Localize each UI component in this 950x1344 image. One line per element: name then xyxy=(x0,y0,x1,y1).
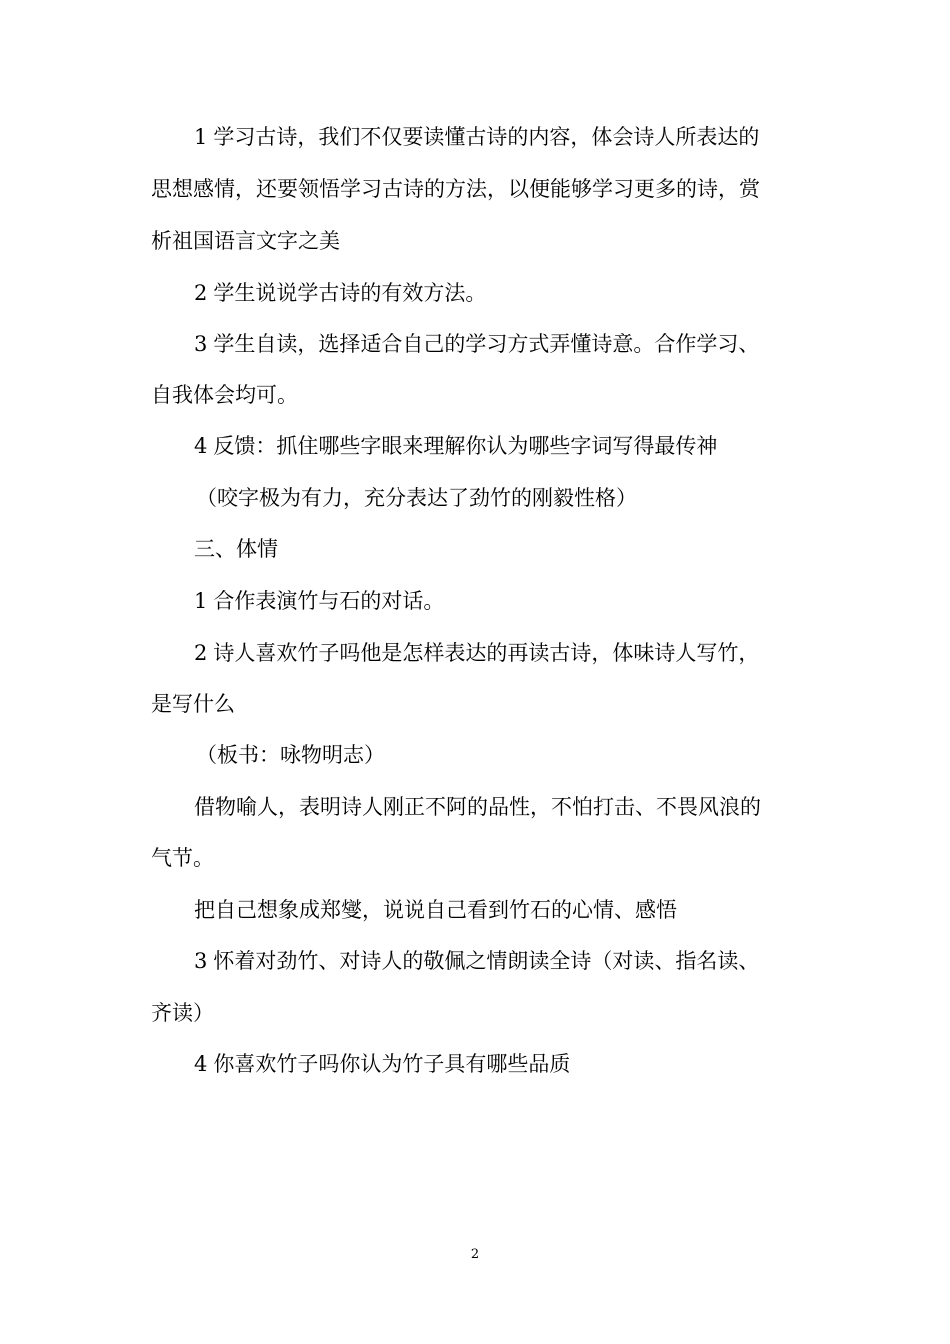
paragraph-3-line-1 xyxy=(194,327,759,361)
section-item-2-line-2: 是写什么 xyxy=(151,692,235,716)
paragraph-text: 诗人喜欢竹子吗他是怎样表达的再读古诗，体味诗人写竹， xyxy=(213,641,760,665)
paragraph-text: 合作表演竹与石的对话。 xyxy=(213,589,445,613)
explanation-line-2: 气节。 xyxy=(151,846,214,870)
section-item-3-line-1 xyxy=(194,944,759,978)
paragraph-text: 学习古诗，我们不仅要读懂古诗的内容，体会诗人所表达的 xyxy=(213,125,760,149)
item-number: 1 xyxy=(194,589,208,613)
blackboard-note: （板书：咏物明志） xyxy=(196,743,385,767)
paragraph-text: 学生自读，选择适合自己的学习方式弄懂诗意。合作学习、 xyxy=(213,332,760,356)
item-number: 4 xyxy=(194,1052,208,1076)
section-heading: 三、体情 xyxy=(194,537,278,561)
paragraph-text: 怀着对劲竹、对诗人的敬佩之情朗读全诗（对读、指名读、 xyxy=(213,949,760,973)
item-number: 3 xyxy=(194,332,208,356)
item-number: 1 xyxy=(194,125,208,149)
item-number: 2 xyxy=(194,641,208,665)
paragraph-1-line-1 xyxy=(194,120,759,154)
item-number: 3 xyxy=(194,949,208,973)
paragraph-3-line-2: 自我体会均可。 xyxy=(151,383,298,407)
paragraph-2 xyxy=(194,276,486,310)
paragraph-note: （咬字极为有力，充分表达了劲竹的刚毅性格） xyxy=(196,486,637,510)
paragraph-1-line-3: 析祖国语言文字之美 xyxy=(151,229,340,253)
paragraph-text: 学生说说学古诗的有效方法。 xyxy=(213,281,487,305)
section-item-3-line-2: 齐读） xyxy=(151,1001,214,1025)
section-item-2-line-1 xyxy=(194,636,759,670)
explanation-line-1: 借物喻人，表明诗人刚正不阿的品性，不怕打击、不畏风浪的 xyxy=(194,795,761,819)
page-number: 2 xyxy=(470,1247,480,1262)
paragraph-4 xyxy=(194,429,717,463)
item-number: 2 xyxy=(194,281,208,305)
paragraph-1-line-2: 思想感情，还要领悟学习古诗的方法，以便能够学习更多的诗，赏 xyxy=(151,177,760,201)
section-item-4 xyxy=(194,1047,570,1081)
item-number: 4 xyxy=(194,434,208,458)
imagine-line: 把自己想象成郑燮，说说自己看到竹石的心情、感悟 xyxy=(194,898,677,922)
section-item-1 xyxy=(194,584,444,618)
paragraph-text: 你喜欢竹子吗你认为竹子具有哪些品质 xyxy=(213,1052,571,1076)
paragraph-text: 反馈：抓住哪些字眼来理解你认为哪些字词写得最传神 xyxy=(213,434,718,458)
